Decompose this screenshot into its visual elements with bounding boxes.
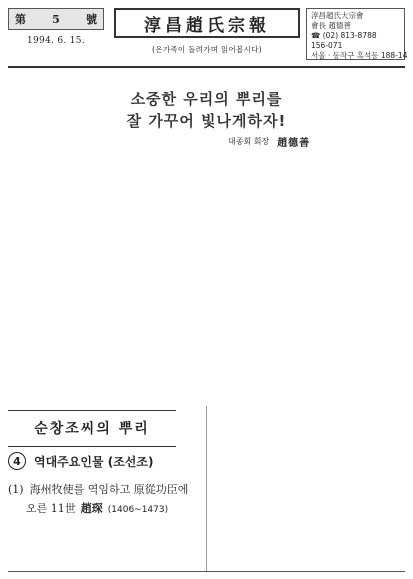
- publisher-label: 會長: [311, 21, 326, 30]
- publisher-info: [306, 8, 408, 60]
- editorial-headline-line2: 잘 가꾸어 빛나게하자!: [126, 112, 287, 130]
- page-bottom-rule: [8, 571, 405, 572]
- person-entry: [8, 480, 204, 520]
- entry-years: (1406∼1473): [107, 505, 169, 515]
- sub-heading: [8, 452, 153, 470]
- issue-number: 5: [52, 12, 60, 26]
- issue-info: [8, 8, 104, 52]
- byline-role: 대종회 회장: [228, 137, 270, 146]
- entry-description: 海州牧使를 역임하고 原從功臣에: [29, 483, 189, 496]
- section-rule-top: [8, 410, 176, 411]
- newsletter-title: 淳昌趙氏宗報: [114, 8, 300, 38]
- issue-label: 第: [15, 13, 26, 26]
- entry-prefix: 오른 11世: [26, 502, 76, 515]
- editorial-headline-line1: 소중한 우리의 뿌리를: [130, 90, 283, 108]
- address: 서울 · 동작구 흑석동 188-14: [311, 51, 408, 60]
- column-divider: [206, 406, 207, 572]
- entry-number: (1): [8, 483, 24, 496]
- entry-person-name: 趙琛: [80, 502, 103, 515]
- sub-number-badge: 4: [8, 452, 26, 470]
- sub-heading-text: 역대주요인물 (조선조): [34, 454, 154, 469]
- postal-code: 156-071: [311, 41, 343, 50]
- issue-number-box: [8, 8, 104, 30]
- org-name: 淳昌趙氏大宗會: [311, 11, 364, 20]
- editorial-byline: [228, 134, 310, 149]
- phone-line: [311, 31, 400, 41]
- publisher-line: [311, 21, 400, 31]
- issue-date: 1994. 6. 15.: [27, 36, 85, 46]
- entry-line-2: [8, 499, 204, 520]
- section-title: 순창조씨의 뿌리: [34, 421, 150, 437]
- entry-line-1: [8, 480, 204, 499]
- phone-number: (02) 813-8788: [322, 31, 377, 40]
- publisher-name: 趙德善: [328, 21, 351, 30]
- phone-icon: ☎: [311, 31, 321, 40]
- newsletter-subtitle: (온가족이 돌려가며 읽어봅시다): [152, 45, 262, 54]
- byline-name: 趙德善: [277, 138, 311, 149]
- masthead-divider: [8, 66, 405, 68]
- issue-suffix: 號: [86, 13, 97, 26]
- section-rule-bottom: [8, 446, 176, 447]
